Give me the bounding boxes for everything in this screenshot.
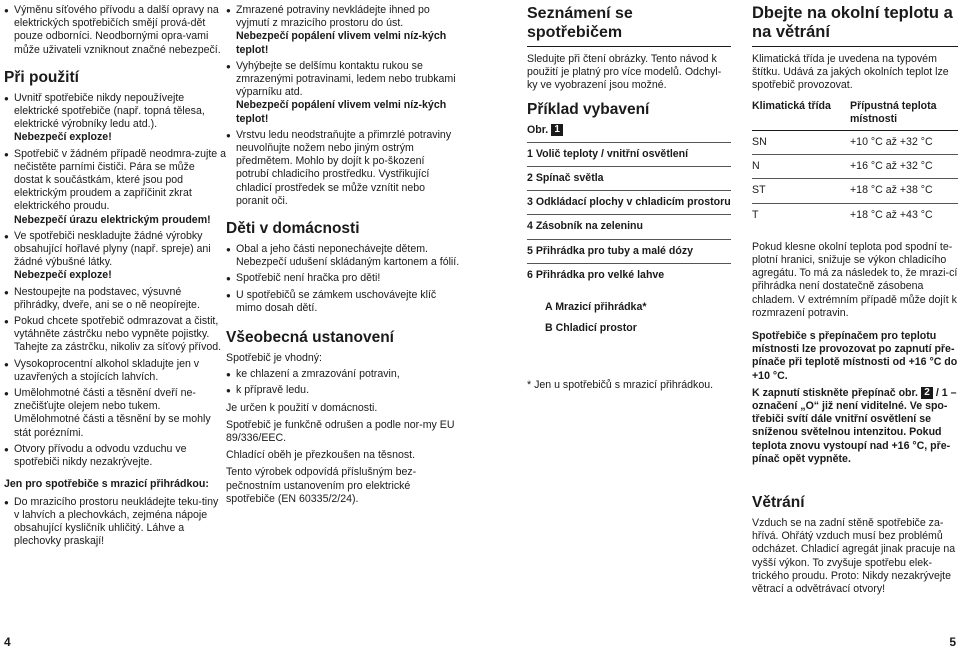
page-number-right: 5 bbox=[949, 635, 956, 649]
bullet-frozen-food bbox=[226, 4, 460, 57]
bullet-lock-key: ● U spotřebičů se zámkem uschovávejte klíč mimo dosah dětí. bbox=[226, 289, 460, 315]
heading-priklad: Příklad vybavení bbox=[527, 100, 650, 118]
figure-reference bbox=[527, 122, 731, 143]
figure-number-badge: 2 bbox=[921, 387, 933, 399]
bullet-contact bbox=[226, 60, 460, 126]
list-item: 1 Volič teploty / vnitřní osvětlení bbox=[527, 143, 731, 167]
table-cell: +16 °C až +32 °C bbox=[850, 155, 958, 179]
bullet-text: Ve spotřebiči neskladujte žádné výrobky obsahující hořlavé plyny (např. spreje) ani žádné výbušné látky. bbox=[14, 229, 211, 269]
list-item: 5 Přihrádka pro tuby a malé dózy bbox=[527, 240, 731, 264]
bullet-text: Spotřebič v žádném případě neodmra-zujte a nečistěte parními čističi. Pára se může dostat k součástkám, které jsou pod elektrickým proudem a zapříčinit zkrat elektrického proudu. bbox=[14, 147, 226, 213]
list-item-sub: A Mrazicí přihrádka* bbox=[545, 301, 647, 314]
table-cell: T bbox=[752, 208, 759, 221]
bullet-alcohol: ● Vysokoprocentní alkohol skladujte jen v uzavřených a stojících lahvích. bbox=[4, 358, 226, 384]
warning-text: Nebezpečí exploze! bbox=[14, 131, 112, 144]
heading-seznameni: Seznámení se spotřebičem bbox=[527, 5, 633, 41]
bullet-cooling: ● ke chlazení a zmrazování potravin, bbox=[226, 368, 460, 381]
table-cell: +18 °C až +38 °C bbox=[850, 179, 958, 203]
heading-rule bbox=[752, 46, 958, 47]
table-cell: ST bbox=[752, 179, 850, 203]
column-2 bbox=[226, 4, 460, 509]
warning-text: Nebezpečí exploze! bbox=[14, 269, 112, 282]
paragraph-climate-intro: Klimatická třída je uvedena na typovém štítku. Udává za jakých okolních teplot lze spotřebič provozovat. bbox=[752, 53, 949, 92]
table-row bbox=[752, 155, 958, 179]
paragraph-safety: Tento výrobek odpovídá příslušným bez-pečnostním ustanovením pro elektrické spotřebiče (EN 60335/2/24). bbox=[226, 466, 417, 505]
column-3 bbox=[527, 4, 731, 396]
bullet-steam bbox=[4, 148, 226, 227]
footnote: * Jen u spotřebičů s mrazicí přihrádkou. bbox=[527, 379, 714, 392]
heading-okolni-teplota: Dbejte na okolní teplotu a na větrání bbox=[752, 4, 953, 41]
bullet-not-toy: ● Spotřebič není hračka pro děti! bbox=[226, 272, 460, 285]
warning-text: Nebezpečí popálení vlivem velmi níz-kých teplot! bbox=[236, 30, 447, 56]
switch-text-b: / 1 – označení „O“ již není viditelné. Ve spo-třebiči svítí dále vnitřní osvětlení se sníženou světelnou intenzitou. Pokud teplota znovu vystoupí nad +16 °C, pře-pínač opět vypněte. bbox=[752, 386, 957, 465]
table-cell: N bbox=[752, 155, 850, 179]
table-row bbox=[752, 179, 958, 203]
list-item: 6 Přihrádka pro velké lahve bbox=[527, 268, 665, 281]
bullet-vents: ● Otvory přívodu a odvodu vzduchu ve spotřebiči nikdy nezakrývejte. bbox=[4, 443, 226, 469]
switch-text-a: K zapnutí stiskněte přepínač obr. bbox=[752, 386, 919, 399]
bullet-ice: ● k přípravě ledu. bbox=[226, 384, 460, 397]
table-header: Přípustná teplota místnosti bbox=[850, 98, 958, 131]
bullet-oil: ● Umělohmotné části a těsnění dveří ne-znečišťujte olejem nebo tukem. Umělohmotné části a těsnění by se mohly stát porézními. bbox=[4, 387, 226, 440]
paragraph-household: Je určen k použití v domácnosti. bbox=[226, 401, 378, 414]
bullet-unplug: ● Pokud chcete spotřebič odmrazovat a čistit, vytáhněte zástrčku nebo vypněte pojistky. Tahejte za zástrčku, nikoliv za síťový přívod. bbox=[4, 315, 226, 355]
figure-label: Obr. bbox=[527, 123, 549, 136]
table-cell: +18 °C až +43 °C bbox=[850, 208, 933, 221]
table-row bbox=[752, 131, 958, 155]
page-number-left: 4 bbox=[4, 635, 11, 649]
column-4 bbox=[752, 4, 958, 599]
bullet-bottles: ● Do mrazicího prostoru neukládejte teku-tiny v lahvích a plechovkách, zejména nápoje obsahující kysličník uhličitý. Láhve a plechovky praskají! bbox=[4, 496, 226, 549]
heading-deti: Děti v domácnosti bbox=[226, 220, 360, 238]
list-item-sub: B Chladicí prostor bbox=[545, 322, 637, 335]
table-row bbox=[752, 203, 958, 227]
list-item: 2 Spínač světla bbox=[527, 167, 731, 191]
warning-text: Nebezpečí popálení vlivem velmi níz-kých teplot! bbox=[236, 99, 447, 125]
bullet-repairs: ● Výměnu síťového přívodu a další opravy na elektrických spotřebičích smějí prová-dět pouze odborníci. Neodbornými opra-vami může uživateli vzniknout značné nebezpečí. bbox=[4, 4, 226, 57]
climate-class-table bbox=[752, 98, 958, 227]
paragraph-tightness: Chladící oběh je přezkoušen na těsnost. bbox=[226, 449, 416, 462]
heading-vseobecna: Všeobecná ustanovení bbox=[226, 329, 394, 347]
bullet-text: Zmrazené potraviny nevkládejte ihned po vyjmutí z mrazicího prostoru do úst. bbox=[236, 4, 430, 30]
table-cell: SN bbox=[752, 131, 850, 155]
table-header: Klimatická třída bbox=[752, 98, 850, 131]
paragraph-eu-norm: Spotřebič je funkčně odrušen a podle nor-my EU 89/336/EEC. bbox=[226, 418, 455, 445]
subheading-freezer: Jen pro spotřebiče s mrazicí přihrádkou: bbox=[4, 478, 209, 491]
heading-pri-pouziti: Při použití bbox=[4, 68, 79, 86]
paragraph-suitable: Spotřebič je vhodný: bbox=[226, 352, 322, 365]
table-cell: +10 °C až +32 °C bbox=[850, 131, 958, 155]
heading-vetrani: Větrání bbox=[752, 494, 805, 512]
heading-rule bbox=[527, 46, 731, 47]
paragraph-intro: Sledujte při čtení obrázky. Tento návod k použití je platný pro více modelů. Odchyl-ky ve vyobrazení jsou možné. bbox=[527, 53, 722, 92]
figure-number-badge: 1 bbox=[551, 124, 563, 136]
bullet-flammable bbox=[4, 230, 226, 283]
list-item: 4 Zásobník na zeleninu bbox=[527, 215, 731, 239]
list-item: 3 Odkládací plochy v chladicím prostoru bbox=[527, 191, 731, 215]
bullet-no-step: ● Nestoupejte na podstavec, výsuvné přihrádky, dveře, ani se o ně neopírejte. bbox=[4, 286, 226, 312]
paragraph-switch: Spotřebiče s přepínačem pro teplotu místnosti lze provozovat po zapnutí pře-pínače při teplotě místnosti od +16 °C do +10 °C. bbox=[752, 330, 958, 382]
warning-text: Nebezpečí úrazu elektrickým proudem! bbox=[14, 213, 211, 226]
column-1 bbox=[4, 4, 226, 551]
bullet-no-electric bbox=[4, 92, 226, 145]
bullet-ice-layer: ● Vrstvu ledu neodstraňujte a přimrzlé potraviny neuvolňujte nožem nebo jiným ostrým předmětem. Mohlo by dojít k po-škození potrubí chladicího prostředku. Vystřikující chladicí prostředek se může vznítit nebo poranit oči. bbox=[226, 129, 460, 208]
table-header-row bbox=[752, 98, 958, 131]
paragraph-switch-on bbox=[752, 387, 958, 466]
paragraph-low-temp: Pokud klesne okolní teplota pod spodní te-plotní hranici, snižuje se výkon chladicího agregátu. To má za následek to, že mrazi-cí přihrádka není dostatečně zásobena chladem. V extrémním případě může dojít k rozmrazení potravin. bbox=[752, 240, 958, 319]
bullet-packaging: ● Obal a jeho části neponechávejte dětem. Nebezpečí udušení skládaným kartonem a fólií. bbox=[226, 243, 460, 269]
paragraph-ventilation: Vzduch se na zadní stěně spotřebiče za-hřívá. Ohřátý vzduch musí bez problémů odcházet. Chladicí agregát jinak pracuje na vyšší výkon. To zvyšuje spotřebu elek-trického proudu. Proto: Nikdy nezakrývejte větrací a odvětrávací otvory! bbox=[752, 517, 956, 596]
bullet-text: Uvnitř spotřebiče nikdy nepoužívejte elektrické spotřebiče (např. topná tělesa, elektrické výrobníky ledu atd.). bbox=[14, 91, 205, 131]
bullet-text: Vyhýbejte se delšímu kontaktu rukou se zmrazenými potravinami, ledem nebo trubkami výparníku atd. bbox=[236, 59, 456, 99]
